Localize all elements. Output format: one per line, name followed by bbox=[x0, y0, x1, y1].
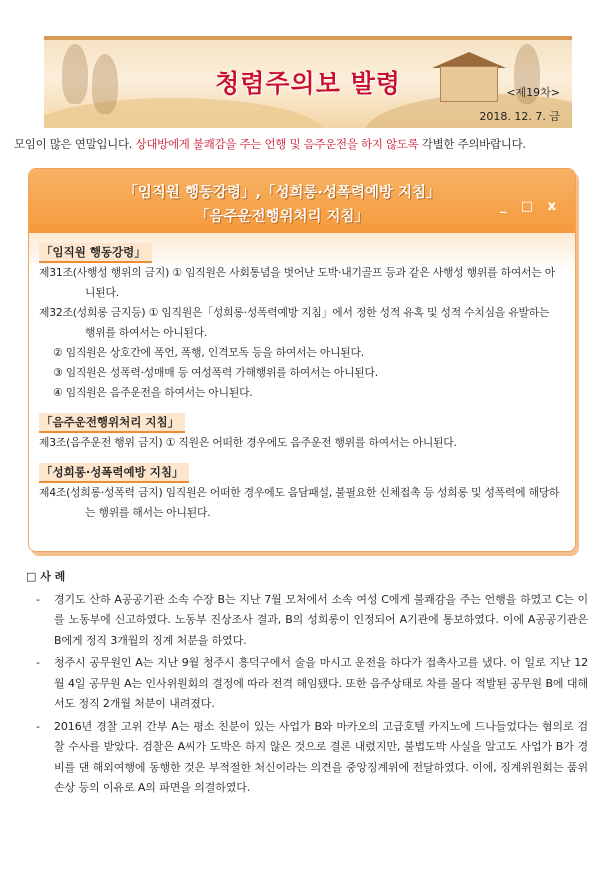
case-text: 2016년 경찰 고위 간부 A는 평소 친분이 있는 사업가 B와 마카오의 고급호텔 카지노에 드나들었다는 혐의로 검찰 수사를 받았다. 검찰은 A씨가 도박은 하지 않은 것으로 결론 내렸지만, 불법도박 사실을 알고도 사업가 B가 경비를 댄 해외여행에 동행한 것은 부적절한 처신이라는 의견을 중앙징계위에 전달하였다. 이에, 징계위원회는 품위 손상 등의 이유로 A의 파면을 의결하였다. bbox=[54, 719, 588, 794]
window-title-line1: 「임직원 행동강령」,「성희롱·성폭력예방 지침」 bbox=[123, 185, 441, 201]
article-32-item-3: ③ 임직원은 성폭력·성매매 등 여성폭력 가해행위를 하여서는 아니된다. bbox=[53, 366, 378, 379]
dash-bullet: - bbox=[36, 656, 40, 669]
section-title-code-of-conduct: 「임직원 행동강령」 bbox=[39, 243, 152, 263]
article-32-item-2: ② 임직원은 상호간에 폭언, 폭행, 인격모독 등을 하여서는 아니된다. bbox=[53, 346, 365, 359]
regulation-window bbox=[28, 168, 576, 552]
window-body bbox=[29, 233, 575, 551]
window-titlebar bbox=[29, 169, 575, 233]
case-text: 경기도 산하 A공공기관 소속 수장 B는 지난 7월 모처에서 소속 여성 C에게 불쾌감을 주는 언행을 하였고 C는 이를 노동부에 신고하였다. 노동부 진상조사 결과, B의 성희롱이 인정되어 A기관에 통보하였다. 이에 A공공기관은 B에게 정직 3개월의 징계 처분을 하였다. bbox=[54, 592, 588, 647]
issue-number: <제19차> bbox=[506, 86, 560, 99]
issue-date: 2018. 12. 7. 금 bbox=[479, 110, 560, 123]
header-banner bbox=[44, 36, 572, 128]
notice-suffix: 각별한 주의바랍니다. bbox=[418, 137, 526, 151]
page-title: 청렴주의보 발령 bbox=[215, 69, 401, 98]
cases-section bbox=[26, 567, 588, 801]
case-item bbox=[26, 590, 588, 652]
article-3: 제3조(음주운전 행위 금지) ① 직원은 어떠한 경우에도 음주운전 행위를 하여서는 아니된다. bbox=[39, 436, 457, 449]
case-item bbox=[26, 653, 588, 715]
banner-hill-decoration bbox=[44, 98, 324, 128]
section-title-drunk-driving: 「음주운전행위처리 지침」 bbox=[39, 413, 185, 433]
notice-line bbox=[14, 136, 604, 152]
case-item bbox=[26, 717, 588, 799]
window-title-line2: 「음주운전행위처리 지침」 bbox=[194, 209, 370, 225]
article-31: 제31조(사행성 행위의 금지) ① 임직원은 사회통념을 벗어난 도박·내기골프 등과 같은 사행성 행위를 하여서는 아니된다. bbox=[39, 266, 555, 299]
cases-heading: □ 사 례 bbox=[26, 570, 66, 583]
article-4: 제4조(성희롱·성폭력 금지) 임직원은 어떠한 경우에도 음담패설, 불필요한 신체접촉 등 성희롱 및 성폭력에 해당하는 행위를 해서는 아니된다. bbox=[39, 486, 560, 519]
case-text: 청주시 공무원인 A는 지난 9월 청주시 흥덕구에서 술을 마시고 운전을 하다가 접촉사고를 냈다. 이 일로 지난 12월 4일 공무원 A는 인사위원회의 결정에 따라 전격 해임됐다. 또한 음주상태로 차를 몰다 적발된 공무원 B에 대해서도 정직 2개월 처분이 내려졌다. bbox=[54, 656, 588, 710]
article-32: 제32조(성희롱 금지등) ① 임직원은「성희롱·성폭력예방 지침」에서 정한 성적 유혹 및 성적 수치심을 유발하는 행위를 하여서는 아니된다. bbox=[39, 306, 550, 339]
dash-bullet: - bbox=[36, 592, 40, 606]
section-title-harassment-prevention: 「성희롱·성폭력예방 지침」 bbox=[39, 463, 189, 483]
article-32-item-4: ④ 임직원은 음주운전을 하여서는 아니된다. bbox=[53, 386, 253, 399]
notice-prefix: 모임이 많은 연말입니다. bbox=[14, 137, 136, 151]
notice-highlight: 상대방에게 불쾌감을 주는 언행 및 음주운전을 하지 않도록 bbox=[135, 137, 419, 151]
window-controls-icon: _ □ x bbox=[499, 199, 561, 214]
dash-bullet: - bbox=[36, 719, 40, 733]
